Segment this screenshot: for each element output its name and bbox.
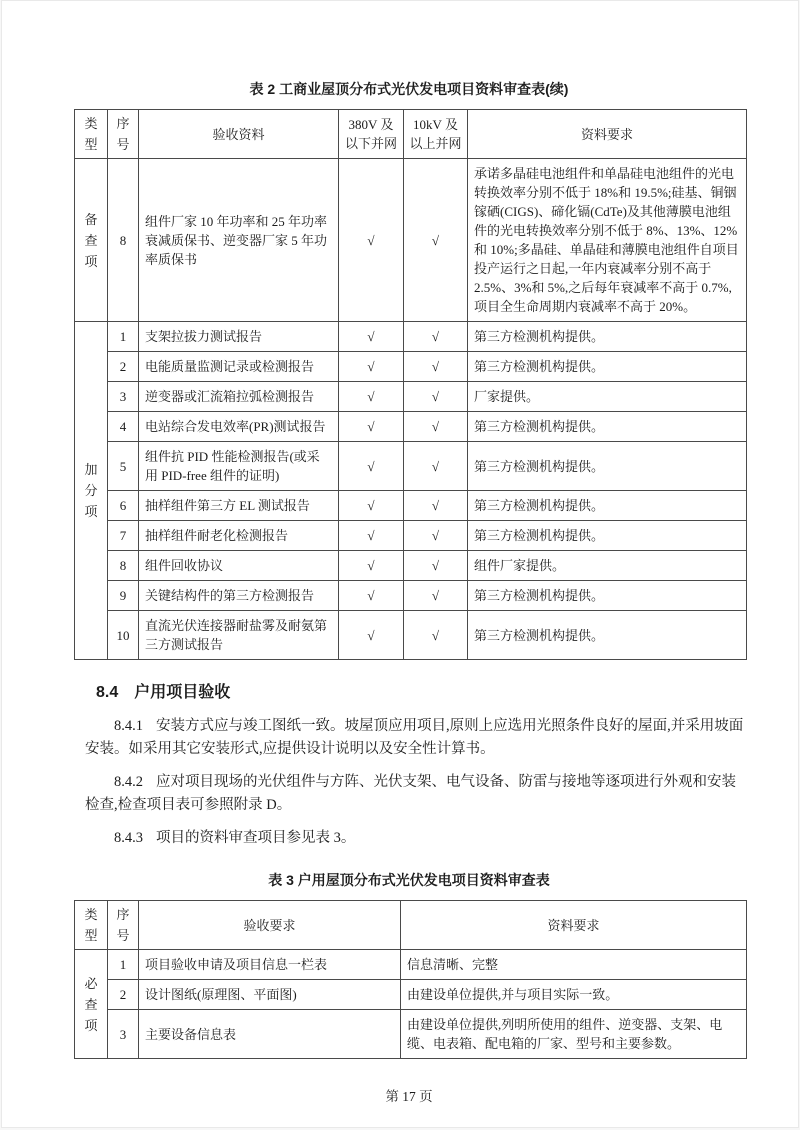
paragraph-text: 安装方式应与竣工图纸一致。坡屋顶应用项目,原则上应选用光照条件良好的屋面,并采用坡面安装。如采用其它安装形式,应提供设计说明以及安全性计算书。 [85, 718, 744, 757]
paragraph-8-4-3 [85, 827, 744, 850]
header-type-label: 类型 [84, 907, 98, 943]
cell-check-380v: √ [339, 611, 404, 660]
cell-acceptance: 项目验收申请及项目信息一栏表 [139, 950, 401, 980]
table3-header-requirement: 资料要求 [401, 901, 747, 950]
table-row [75, 980, 747, 1010]
table2-header-requirement: 资料要求 [468, 110, 747, 159]
cell-serial: 10 [108, 611, 139, 660]
cell-check-380v: √ [339, 159, 404, 322]
cell-check-380v: √ [339, 442, 404, 491]
cell-requirement: 第三方检测机构提供。 [468, 581, 747, 611]
section-label-cell [75, 159, 108, 322]
table-row [75, 491, 747, 521]
cell-check-380v: √ [339, 382, 404, 412]
section-number: 8.4 [96, 684, 119, 701]
page-number: 第 17 页 [385, 1089, 433, 1104]
table3-header-row [75, 901, 747, 950]
cell-acceptance: 主要设备信息表 [139, 1010, 401, 1059]
paragraph-8-4-2 [85, 771, 744, 817]
cell-material: 抽样组件第三方 EL 测试报告 [139, 491, 339, 521]
cell-serial: 4 [108, 412, 139, 442]
cell-check-10kv: √ [404, 551, 468, 581]
section-label: 备查项 [84, 211, 98, 269]
cell-check-10kv: √ [404, 382, 468, 412]
table2-header-380v [339, 110, 404, 159]
cell-check-380v: √ [339, 352, 404, 382]
table-row [75, 159, 747, 322]
cell-material: 组件厂家 10 年功率和 25 年功率衰减质保书、逆变器厂家 5 年功率质保书 [139, 159, 339, 322]
cell-requirement: 厂家提供。 [468, 382, 747, 412]
paragraph-number: 8.4.3 [114, 830, 143, 846]
cell-requirement: 信息清晰、完整 [401, 950, 747, 980]
table-row [75, 950, 747, 980]
cell-check-380v: √ [339, 521, 404, 551]
cell-serial: 5 [108, 442, 139, 491]
cell-check-380v: √ [339, 491, 404, 521]
cell-requirement: 第三方检测机构提供。 [468, 611, 747, 660]
table-row [75, 442, 747, 491]
cell-material: 抽样组件耐老化检测报告 [139, 521, 339, 551]
header-no-label: 序号 [116, 116, 130, 152]
cell-material: 组件回收协议 [139, 551, 339, 581]
table-row [75, 581, 747, 611]
cell-material: 组件抗 PID 性能检测报告(或采用 PID-free 组件的证明) [139, 442, 339, 491]
cell-requirement: 由建设单位提供,并与项目实际一致。 [401, 980, 747, 1010]
cell-serial: 1 [108, 950, 139, 980]
section-label: 必查项 [84, 975, 98, 1033]
cell-serial: 7 [108, 521, 139, 551]
cell-check-10kv: √ [404, 322, 468, 352]
cell-material: 电站综合发电效率(PR)测试报告 [139, 412, 339, 442]
table2-header-row [75, 110, 747, 159]
cell-requirement: 组件厂家提供。 [468, 551, 747, 581]
cell-requirement: 第三方检测机构提供。 [468, 322, 747, 352]
cell-requirement: 由建设单位提供,列明所使用的组件、逆变器、支架、电缆、电表箱、配电箱的厂家、型号和主要参数。 [401, 1010, 747, 1059]
cell-acceptance: 设计图纸(原理图、平面图) [139, 980, 401, 1010]
table3-review-checklist [74, 900, 747, 1059]
table-row [75, 1010, 747, 1059]
cell-serial: 9 [108, 581, 139, 611]
cell-material: 逆变器或汇流箱拉弧检测报告 [139, 382, 339, 412]
cell-requirement: 第三方检测机构提供。 [468, 491, 747, 521]
paragraph-number: 8.4.1 [114, 718, 143, 734]
table-row [75, 412, 747, 442]
cell-check-10kv: √ [404, 352, 468, 382]
cell-check-10kv: √ [404, 581, 468, 611]
cell-serial: 2 [108, 980, 139, 1010]
cell-check-10kv: √ [404, 611, 468, 660]
paragraph-text: 应对项目现场的光伏组件与方阵、光伏支架、电气设备、防雷与接地等逐项进行外观和安装检查,检查项目表可参照附录 D。 [85, 774, 736, 813]
table-row [75, 611, 747, 660]
cell-material: 关键结构件的第三方检测报告 [139, 581, 339, 611]
section-title: 户用项目验收 [134, 684, 231, 701]
section-label-cell [75, 322, 108, 660]
table2-review-checklist [74, 109, 747, 660]
header-no-label: 序号 [116, 907, 130, 943]
cell-check-380v: √ [339, 581, 404, 611]
header-380v-line2: 以下并网 [344, 136, 397, 151]
table-row [75, 322, 747, 352]
cell-serial: 8 [108, 159, 139, 322]
cell-check-10kv: √ [404, 491, 468, 521]
table2-header-type [75, 110, 108, 159]
cell-requirement: 第三方检测机构提供。 [468, 412, 747, 442]
cell-material: 支架拉拔力测试报告 [139, 322, 339, 352]
table-row [75, 551, 747, 581]
document-page [1, 0, 799, 1128]
table2-header-material: 验收资料 [139, 110, 339, 159]
cell-material: 直流光伏连接器耐盐雾及耐氨第三方测试报告 [139, 611, 339, 660]
cell-material: 电能质量监测记录或检测报告 [139, 352, 339, 382]
paragraph-number: 8.4.2 [114, 774, 143, 790]
table3-header-no [108, 901, 139, 950]
section-label: 加分项 [84, 462, 98, 519]
cell-requirement: 承诺多晶硅电池组件和单晶硅电池组件的光电转换效率分别不低于 18%和 19.5%;硅基、铜铟镓硒(CIGS)、碲化镉(CdTe)及其他薄膜电池组件的光电转换效率分别不低于 8%、13%、12%和 10%;多晶硅、单晶硅和薄膜电池组件自项目投产运行之日起,一年内衰减率分别不高于 2.5%、3%和 5%,之后每年衰减率不高于 0.7%,项目全生命周期内衰减率不高于 20%。 [468, 159, 747, 322]
section-label-cell [75, 950, 108, 1059]
cell-check-10kv: √ [404, 521, 468, 551]
cell-serial: 2 [108, 352, 139, 382]
cell-requirement: 第三方检测机构提供。 [468, 521, 747, 551]
cell-check-380v: √ [339, 412, 404, 442]
table2-header-no [108, 110, 139, 159]
cell-check-10kv: √ [404, 442, 468, 491]
header-380v-line1: 380V 及 [348, 117, 394, 132]
cell-serial: 3 [108, 382, 139, 412]
cell-requirement: 第三方检测机构提供。 [468, 442, 747, 491]
cell-check-380v: √ [339, 551, 404, 581]
paragraph-8-4-1 [85, 715, 744, 761]
cell-serial: 8 [108, 551, 139, 581]
header-10kv-line2: 以上并网 [409, 136, 462, 151]
table-row [75, 382, 747, 412]
table3-title: 表 3 户用屋顶分布式光伏发电项目资料审查表 [268, 872, 550, 888]
cell-serial: 3 [108, 1010, 139, 1059]
table2-header-10kv [404, 110, 468, 159]
cell-requirement: 第三方检测机构提供。 [468, 352, 747, 382]
paragraph-text: 项目的资料审查项目参见表 3。 [156, 830, 356, 846]
table2-title: 表 2 工商业屋顶分布式光伏发电项目资料审查表(续) [249, 81, 569, 97]
cell-check-10kv: √ [404, 159, 468, 322]
table3-header-type [75, 901, 108, 950]
cell-check-10kv: √ [404, 412, 468, 442]
cell-check-380v: √ [339, 322, 404, 352]
header-10kv-line1: 10kV 及 [413, 117, 458, 132]
section-heading-8-4 [96, 681, 744, 705]
table-row [75, 521, 747, 551]
header-type-label: 类型 [84, 116, 98, 152]
cell-serial: 6 [108, 491, 139, 521]
cell-serial: 1 [108, 322, 139, 352]
table3-header-acceptance: 验收要求 [139, 901, 401, 950]
table-row [75, 352, 747, 382]
